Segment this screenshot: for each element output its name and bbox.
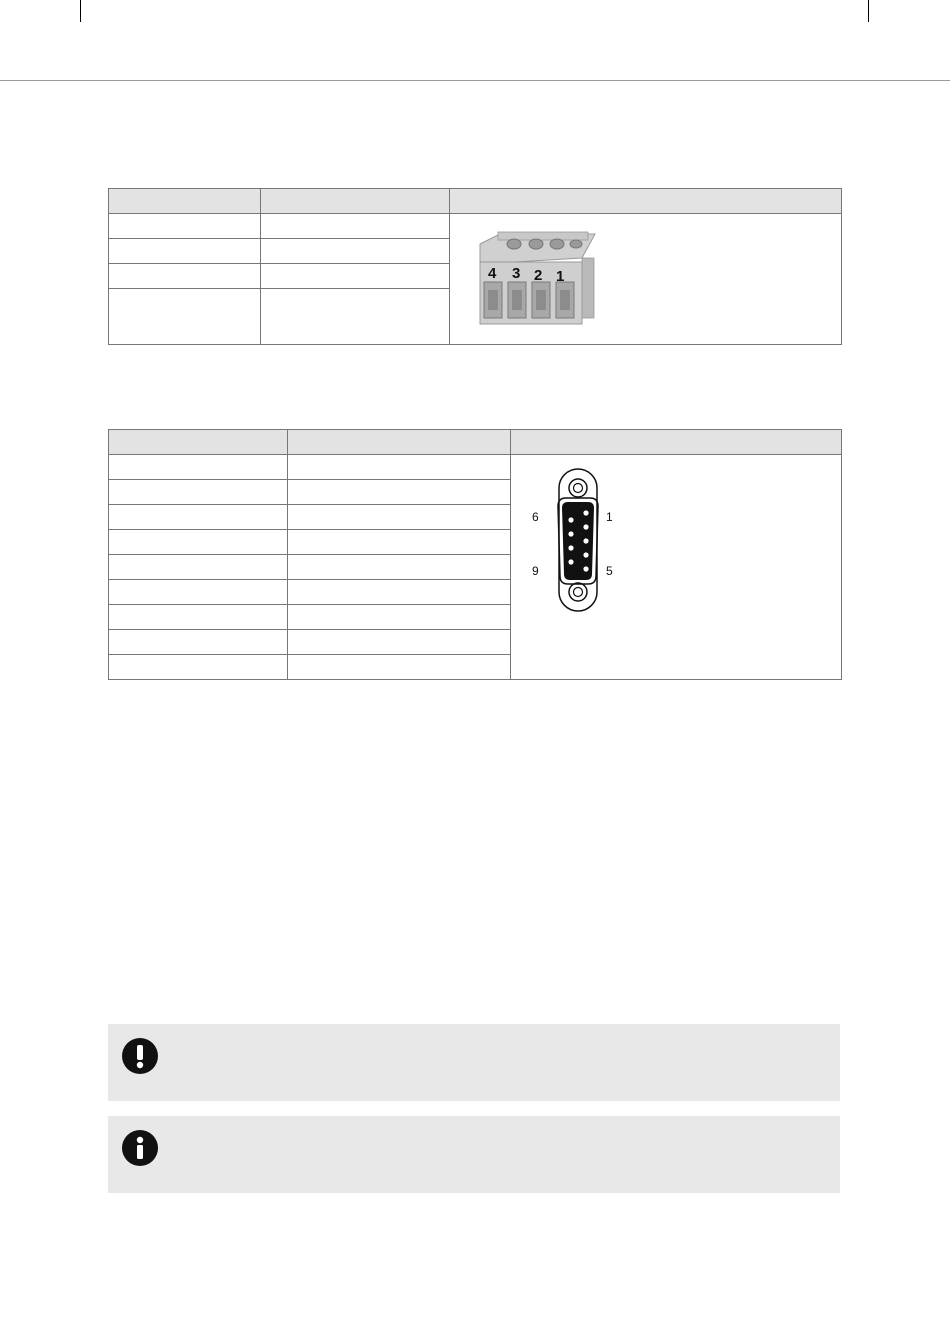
header-cell [450,189,842,214]
table-cell [288,605,511,630]
terminal-label-1: 1 [556,268,565,285]
info-circle-icon [122,1130,158,1166]
terminal-label-2: 2 [534,267,543,284]
table-cell [288,480,511,505]
terminal-label-4: 4 [488,265,497,282]
table-cell [261,264,450,289]
table-row [109,455,842,480]
header-cell [109,189,261,214]
table-cell [261,214,450,239]
table-cell [109,555,288,580]
crop-mark-top-left [80,0,81,22]
header-rule [0,80,950,81]
dsub-image-cell [511,455,842,680]
table-cell [288,630,511,655]
table-cell [109,455,288,480]
crop-mark-top-right [868,0,869,22]
header-cell [109,430,288,455]
header-cell [288,430,511,455]
table-cell [109,264,261,289]
table-cell [288,455,511,480]
table-header-row [109,430,842,455]
warning-notice [108,1024,840,1101]
table-cell [109,239,261,264]
terminal-label-3: 3 [512,265,521,282]
table-cell [109,605,288,630]
exclamation-circle-icon [122,1038,158,1074]
header-cell [261,189,450,214]
table-cell [109,580,288,605]
table-cell [109,530,288,555]
terminal-image-cell [450,214,842,345]
dsub-9-pin-connector-image [529,461,619,621]
table-cell [109,505,288,530]
table-cell [288,530,511,555]
pin-label-6: 6 [532,510,539,524]
pin-label-1: 1 [606,510,613,524]
terminal-block-connector-image [470,214,600,342]
table-cell [288,555,511,580]
terminal-block-table [108,188,842,345]
table-cell [109,289,261,345]
pin-label-5: 5 [606,564,613,578]
info-notice [108,1116,840,1193]
table-cell [109,480,288,505]
dsub-connector-table [108,429,842,680]
table-cell [109,214,261,239]
table-row [109,214,842,239]
table-cell [261,239,450,264]
table-cell [261,289,450,345]
header-cell [511,430,842,455]
table-cell [109,630,288,655]
table-cell [109,655,288,680]
table-header-row [109,189,842,214]
table-cell [288,580,511,605]
table-cell [288,505,511,530]
table-cell [288,655,511,680]
pin-label-9: 9 [532,564,539,578]
